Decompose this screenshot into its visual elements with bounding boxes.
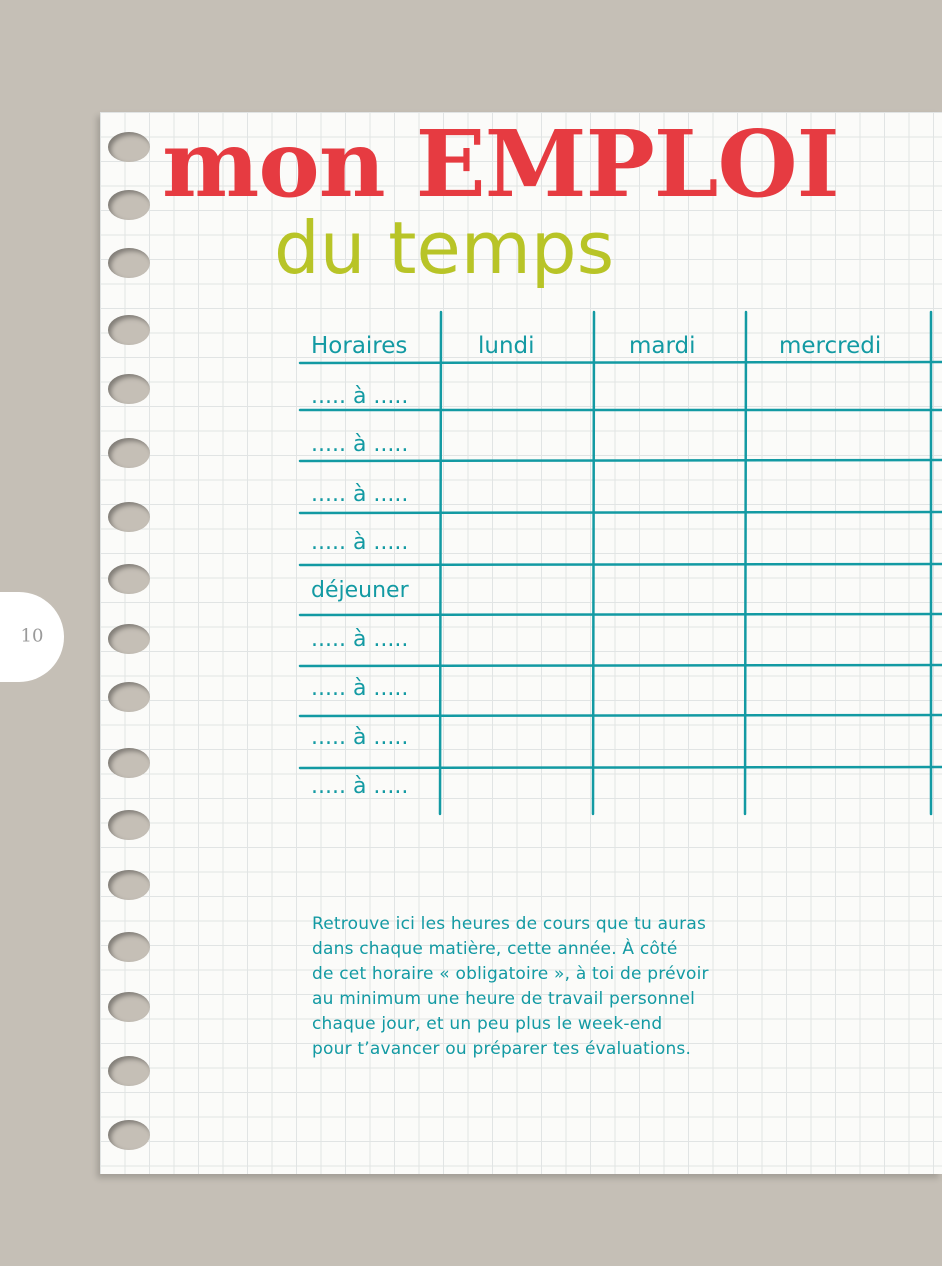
- row-line: [300, 614, 942, 615]
- instruction-line: de cet horaire « obligatoire », à toi de prévoir: [312, 964, 709, 984]
- time-slot-label: ..... à .....: [311, 482, 409, 507]
- time-slot-label: ..... à .....: [311, 676, 409, 701]
- time-slot-label: ..... à .....: [311, 774, 409, 799]
- time-slot-label: ..... à .....: [311, 432, 409, 457]
- row-line: [300, 767, 942, 768]
- page-title: mon EMPLOI: [162, 110, 839, 218]
- column-header-lundi: lundi: [478, 333, 535, 359]
- row-line: [300, 512, 942, 513]
- column-header-mardi: mardi: [629, 333, 696, 359]
- instruction-line: au minimum une heure de travail personnel: [312, 989, 696, 1009]
- row-line: [300, 460, 942, 461]
- row-line: [300, 665, 942, 666]
- row-line: [300, 564, 942, 565]
- instruction-line: chaque jour, et un peu plus le week-end: [312, 1014, 663, 1034]
- column-header-horaires: Horaires: [311, 333, 408, 359]
- column-line: [745, 312, 746, 814]
- lunch-label: déjeuner: [311, 578, 409, 603]
- instruction-line: pour t’avancer ou préparer tes évaluations.: [312, 1039, 692, 1059]
- page-number: 10: [20, 625, 44, 647]
- time-slot-label: ..... à .....: [311, 384, 409, 409]
- header-line: [300, 362, 942, 363]
- column-line: [593, 312, 594, 814]
- page-subtitle: du temps: [274, 206, 615, 290]
- instruction-line: Retrouve ici les heures de cours que tu auras: [312, 914, 707, 934]
- instruction-paragraph: [312, 912, 752, 1062]
- time-slot-label: ..... à .....: [311, 530, 409, 555]
- instruction-line: dans chaque matière, cette année. À côté: [312, 939, 678, 959]
- column-line: [440, 312, 441, 814]
- row-line: [300, 715, 942, 716]
- time-slot-label: ..... à .....: [311, 627, 409, 652]
- time-slot-label: ..... à .....: [311, 725, 409, 750]
- column-header-mercredi: mercredi: [779, 333, 882, 359]
